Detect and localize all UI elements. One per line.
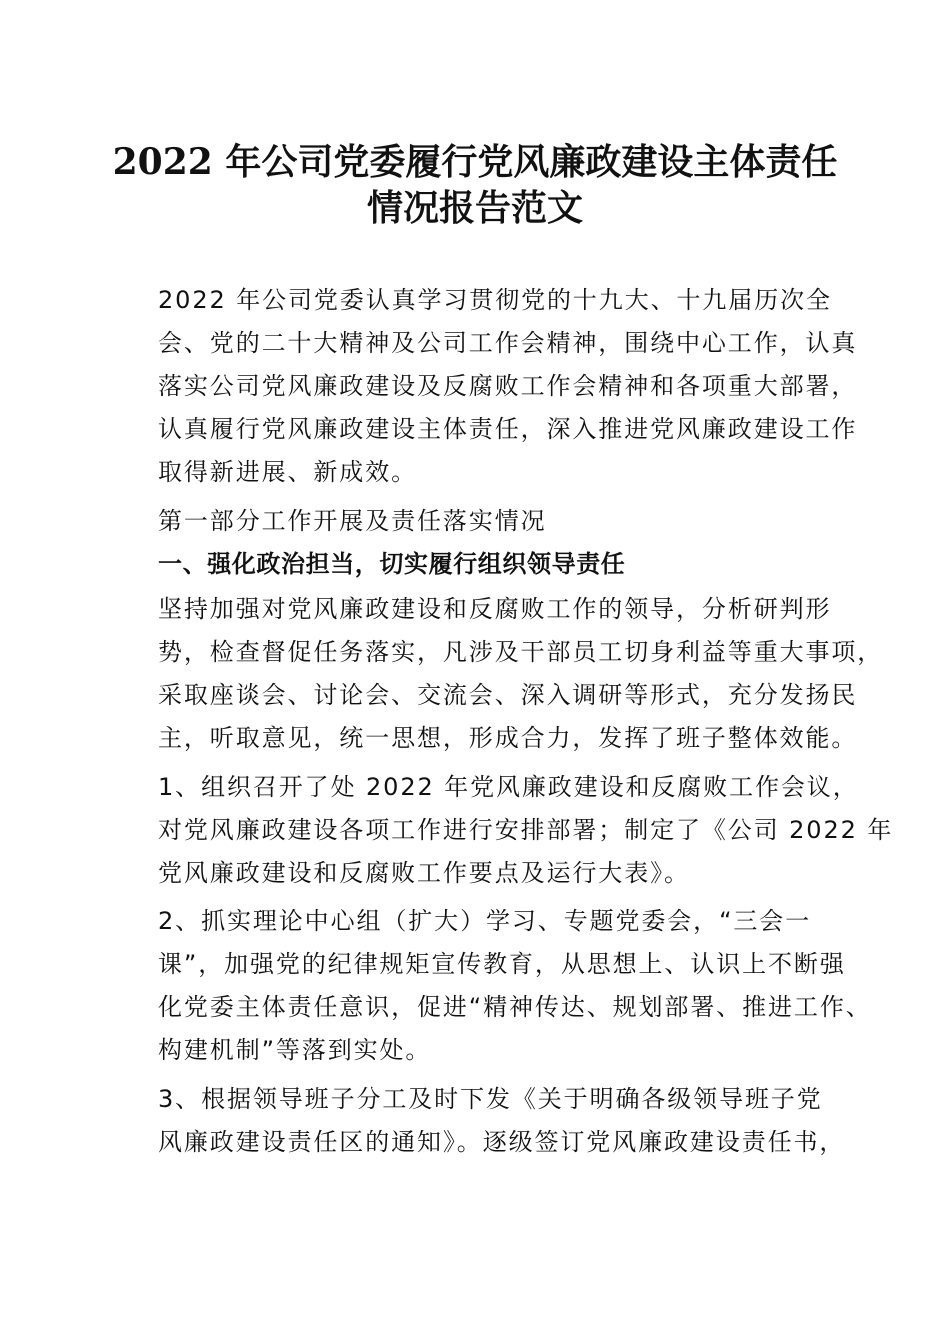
- section-paragraph-line: 坚持加强对党风廉政建设和反腐败工作的领导，分析研判形: [158, 595, 832, 623]
- list-item-line: 化党委主体责任意识，促进“精神传达、规划部署、推进工作、: [158, 993, 872, 1021]
- list-item-3: [118, 1078, 846, 1164]
- intro-line: 会、党的二十大精神及公司工作会精神，围绕中心工作，认真: [158, 329, 858, 357]
- section-paragraph-line: 采取座谈会、讨论会、交流会、深入调研等形式，充分发扬民: [158, 681, 858, 709]
- section-paragraph: [118, 588, 884, 760]
- intro-line: 取得新进展、新成效。: [158, 458, 417, 486]
- list-item-line: 课”，加强党的纪律规矩宣传教育，从思想上、认识上不断强: [158, 950, 846, 978]
- list-item-line: 3、根据领导班子分工及时下发《关于明确各级领导班子党: [158, 1085, 823, 1113]
- document-title-line-2: 情况报告范文: [366, 187, 583, 229]
- intro-line: 落实公司党风廉政建设及反腐败工作会精神和各项重大部署，: [158, 372, 858, 400]
- list-item-line: 1、组织召开了处 2022 年党风廉政建设和反腐败工作会议，: [158, 773, 859, 801]
- intro-line: 认真履行党风廉政建设主体责任，深入推进党风廉政建设工作: [158, 415, 858, 443]
- list-item-2: [118, 900, 872, 1072]
- section-paragraph-line: 主，听取意见，统一思想，形成合力，发挥了班子整体效能。: [158, 724, 858, 752]
- list-item-line: 对党风廉政建设各项工作进行安排部署；制定了《公司 2022 年: [158, 816, 894, 844]
- list-item-1: [118, 766, 894, 895]
- section-paragraph-line: 势，检查督促任务落实，凡涉及干部员工切身利益等重大事项，: [158, 638, 884, 666]
- section-heading: 一、强化政治担当，切实履行组织领导责任: [158, 550, 626, 578]
- list-item-line: 党风廉政建设和反腐败工作要点及运行大表》。: [158, 859, 690, 887]
- intro-paragraph: [118, 279, 858, 494]
- list-item-line: 风廉政建设责任区的通知》。逐级签订党风廉政建设责任书，: [158, 1128, 846, 1156]
- document-title-line-1: 2022 年公司党委履行党风廉政建设主体责任: [112, 141, 838, 183]
- part-heading: 第一部分工作开展及责任落实情况: [158, 507, 547, 535]
- intro-line: 2022 年公司党委认真学习贯彻党的十九大、十九届历次全: [158, 286, 832, 314]
- list-item-line: 构建机制”等落到实处。: [158, 1036, 432, 1064]
- list-item-line: 2、抓实理论中心组（扩大）学习、专题党委会，“三会一: [158, 907, 812, 935]
